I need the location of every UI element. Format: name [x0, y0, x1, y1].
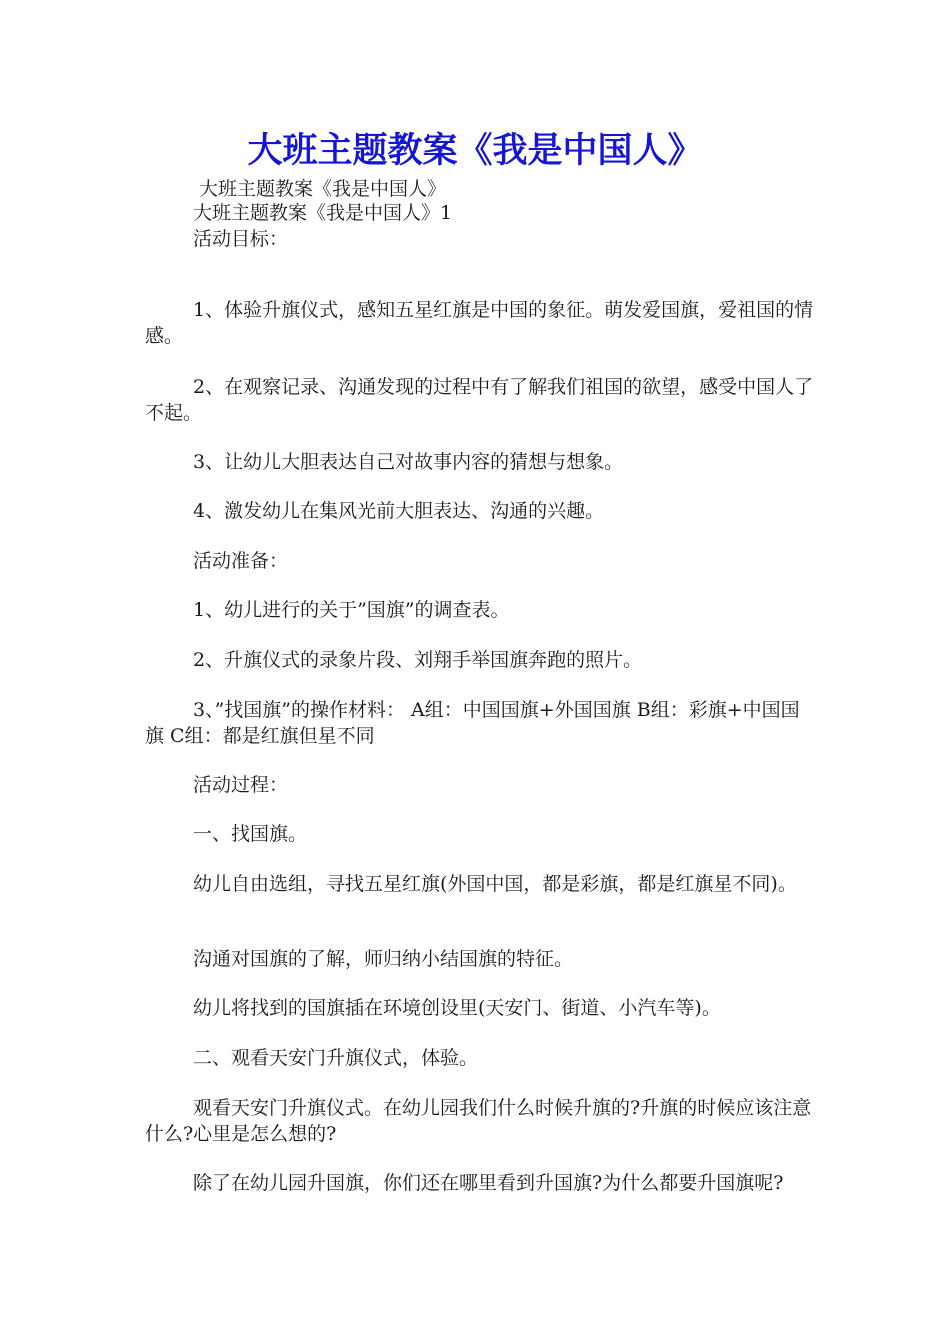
step1-item-1: 幼儿自由选组，寻找五星红旗(外国中国，都是彩旗，都是红旗星不同)。 — [193, 873, 797, 895]
step2-item-1: 观看天安门升旗仪式。在幼儿园我们什么时候升旗的?升旗的时候应该注意什么?心里是怎么想的? — [145, 1097, 812, 1145]
goal-item-1: 1、体验升旗仪式，感知五星红旗是中国的象征。萌发爱国旗，爱祖国的情感。 — [145, 299, 814, 347]
document-title: 大班主题教案《我是中国人》 — [247, 131, 703, 171]
heading-process: 活动过程： — [193, 774, 289, 796]
step1-item-3: 幼儿将找到的国旗插在环境创设里(天安门、街道、小汽车等)。 — [193, 997, 721, 1019]
step2-title: 二、观看天安门升旗仪式，体验。 — [193, 1047, 479, 1069]
step2-item-2: 除了在幼儿园升国旗，你们还在哪里看到升国旗?为什么都要升国旗呢? — [193, 1172, 784, 1194]
prep-item-3: 3、”找国旗”的操作材料： A组：中国国旗+外国国旗 B组：彩旗+中国国旗 C组：都是红旗但星不同 — [145, 699, 800, 747]
step1-item-2: 沟通对国旗的了解，师归纳小结国旗的特征。 — [193, 948, 574, 970]
goal-item-3: 3、让幼儿大胆表达自己对故事内容的猜想与想象。 — [193, 451, 624, 473]
step1-title: 一、找国旗。 — [193, 823, 308, 845]
prep-item-1: 1、幼儿进行的关于”国旗”的调查表。 — [193, 599, 510, 621]
prep-item-2: 2、升旗仪式的录象片段、刘翔手举国旗奔跑的照片。 — [193, 649, 643, 671]
document-subtitle: 大班主题教案《我是中国人》 — [199, 178, 447, 200]
heading-goals: 活动目标： — [193, 228, 289, 250]
section-title: 大班主题教案《我是中国人》1 — [193, 202, 453, 224]
heading-prep: 活动准备： — [193, 550, 289, 572]
goal-item-4: 4、激发幼儿在集风光前大胆表达、沟通的兴趣。 — [193, 500, 605, 522]
goal-item-2: 2、在观察记录、沟通发现的过程中有了解我们祖国的欲望，感受中国人了不起。 — [145, 376, 814, 424]
